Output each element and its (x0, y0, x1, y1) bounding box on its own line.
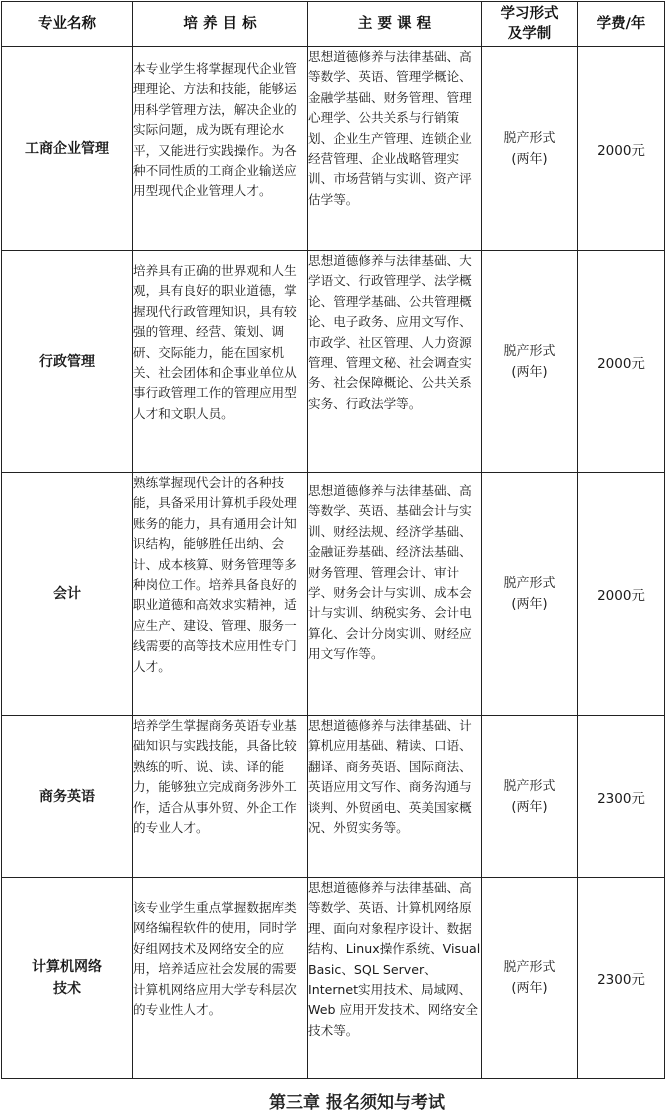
header-course: 主 要 课 程 (308, 2, 482, 47)
study-form-label: 脱产形式 (503, 343, 556, 359)
program-name: 商务英语 (2, 716, 133, 878)
tuition-fee: 2300元 (578, 716, 665, 878)
program-goal: 该专业学生重点掌握数据库类网络编程软件的使用，同时学好组网技术及网络安全的应用，培养适应社会发展的需要计算机网络应用大学专科层次的专业性人才。 (133, 878, 308, 1079)
program-courses: 思想道德修养与法律基础、大学语文、行政管理学、法学概论、管理学基础、公共管理概论、电子政务、应用文写作、市政学、社区管理、人力资源管理、管理文秘、社会调查实务、社会保障概论、公共关系实务、行政法学等。 (308, 251, 482, 473)
program-name-line2: 技术 (53, 981, 81, 997)
study-form (482, 878, 578, 1079)
study-form-label: 脱产形式 (503, 960, 556, 975)
header-form-line1: 学习形式 (500, 6, 559, 22)
table-row (2, 878, 665, 1079)
study-form-label: 脱产形式 (503, 130, 556, 146)
table-row (2, 716, 665, 878)
table-row (2, 473, 665, 716)
table-header-row (2, 2, 665, 47)
header-name: 专业名称 (2, 2, 133, 47)
program-goal: 培养具有正确的世界观和人生观，具有良好的职业道德，掌握现代行政管理知识，具有较强的管理、经营、策划、调研、交际能力，能在国家机关、社会团体和企事业单位从事行政管理工作的管理应用型人才和文职人员。 (133, 251, 308, 473)
tuition-fee: 2000元 (578, 251, 665, 473)
header-goal: 培 养 目 标 (133, 2, 308, 47)
study-duration: (两年) (511, 364, 548, 380)
study-form-label: 脱产形式 (503, 576, 556, 591)
tuition-fee: 2000元 (578, 47, 665, 251)
program-courses: 思想道德修养与法律基础、高等数学、英语、基础会计与实训、财经法规、经济学基础、金融证券基础、经济法基础、财务管理、管理会计、审计学、财务会计与实训、成本会计与实训、纳税实务、会计电算化、会计分岗实训、财经应用文写作等。 (308, 473, 482, 716)
study-form-label: 脱产形式 (503, 778, 556, 794)
program-goal: 培养学生掌握商务英语专业基础知识与实践技能，具备比较熟练的听、说、读、译的能力，能够独立完成商务涉外工作，适合从事外贸、外企工作的专业人才。 (133, 716, 308, 878)
programs-table (1, 1, 665, 1079)
study-form (482, 716, 578, 878)
program-name (2, 878, 133, 1079)
program-courses: 思想道德修养与法律基础、高等数学、英语、管理学概论、金融学基础、财务管理、管理心理学、公共关系与行销策划、企业生产管理、连锁企业经营管理、企业战略管理实训、市场营销与实训、资产评估学等。 (308, 47, 482, 251)
program-courses: 思想道德修养与法律基础、计算机应用基础、精读、口语、翻译、商务英语、国际商法、英语应用文写作、商务沟通与谈判、外贸函电、英美国家概况、外贸实务等。 (308, 716, 482, 878)
program-courses: 思想道德修养与法律基础、高等数学、英语、计算机网络原理、面向对象程序设计、数据结构、Linux操作系统、Visual Basic、SQL Server、Internet实用技术、局域网、Web 应用开发技术、网络安全技术等。 (308, 878, 482, 1079)
study-duration: (两年) (511, 799, 548, 815)
program-name: 行政管理 (2, 251, 133, 473)
study-duration: (两年) (511, 981, 548, 996)
study-duration: (两年) (511, 151, 548, 167)
table-row (2, 47, 665, 251)
header-fee: 学费/年 (578, 2, 665, 47)
study-form (482, 251, 578, 473)
chapter-title: 第三章 报名须知与考试 (269, 1093, 445, 1113)
study-form (482, 47, 578, 251)
study-duration: (两年) (511, 597, 548, 612)
program-name: 工商企业管理 (2, 47, 133, 251)
header-form-line2: 及学制 (507, 26, 552, 42)
tuition-fee: 2000元 (578, 473, 665, 716)
program-name: 会计 (2, 473, 133, 716)
program-name-line1: 计算机网络 (32, 959, 102, 975)
program-goal: 本专业学生将掌握现代企业管理理论、方法和技能，能够运用科学管理方法，解决企业的实际问题，成为既有理论水平，又能进行实践操作。为各种不同性质的工商企业输送应用型现代企业管理人才。 (133, 47, 308, 251)
tuition-fee: 2300元 (578, 878, 665, 1079)
header-form (482, 2, 578, 47)
study-form (482, 473, 578, 716)
program-goal: 熟练掌握现代会计的各种技能，具备采用计算机手段处理账务的能力，具有通用会计知识结构，能够胜任出纳、会计、成本核算、财务管理等多种岗位工作。培养具备良好的职业道德和高效求实精神，适应生产、建设、管理、服务一线需要的高等技术应用性专门人才。 (133, 473, 308, 716)
table-row (2, 251, 665, 473)
